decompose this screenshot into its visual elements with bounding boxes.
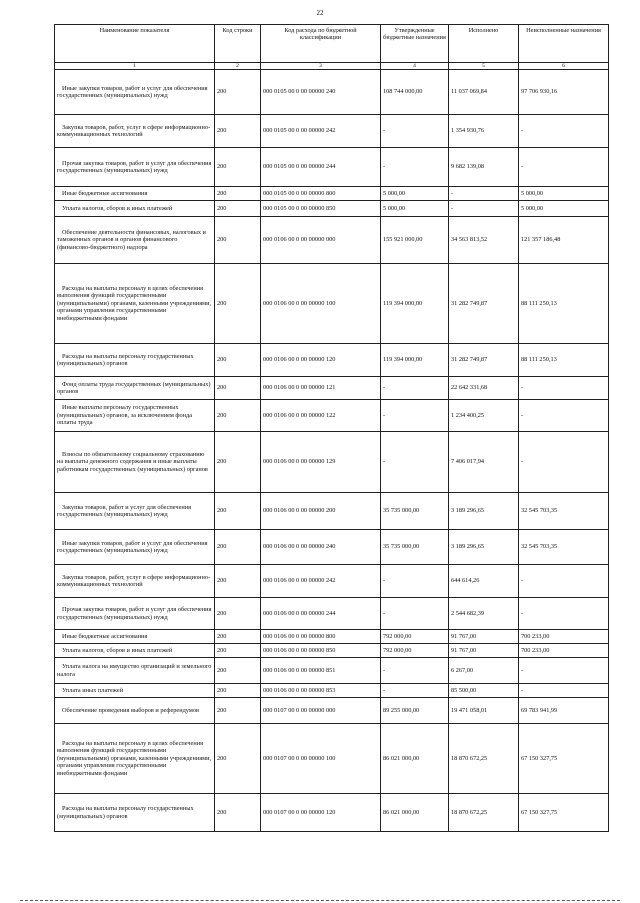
row-approved: 155 921 000,00: [381, 217, 449, 264]
row-line-code: 200: [215, 148, 261, 187]
row-unexecuted: 121 357 186,48: [519, 217, 609, 264]
table-row: [55, 684, 609, 698]
page-bottom-rule: [20, 900, 620, 901]
row-unexecuted: 88 111 250,13: [519, 264, 609, 344]
row-classification: 000 0105 00 0 00 00000 800: [261, 187, 381, 201]
row-line-code: 200: [215, 530, 261, 565]
table-row: [55, 565, 609, 598]
row-name: Прочая закупка товаров, работ и услуг для обеспечения государственных (муниципальных) нужд: [55, 598, 215, 630]
row-name: Закупка товаров, работ и услуг для обеспечения государственных (муниципальных) нужд: [55, 493, 215, 530]
header-line-code: Код строки: [215, 25, 261, 63]
row-approved: -: [381, 658, 449, 684]
row-line-code: 200: [215, 115, 261, 148]
row-line-code: 200: [215, 565, 261, 598]
row-name: Уплата налога на имущество организаций и земельного налога: [55, 658, 215, 684]
row-classification: 000 0105 00 0 00 00000 850: [261, 201, 381, 217]
row-name: Прочая закупка товаров, работ и услуг для обеспечения государственных (муниципальных) нужд: [55, 148, 215, 187]
row-approved: 119 394 000,00: [381, 264, 449, 344]
row-name: Иные бюджетные ассигнования: [55, 630, 215, 644]
row-unexecuted: 5 000,00: [519, 201, 609, 217]
row-unexecuted: 88 111 250,13: [519, 344, 609, 377]
table-row: [55, 264, 609, 344]
row-approved: 792 000,00: [381, 644, 449, 658]
row-unexecuted: -: [519, 377, 609, 400]
column-number-row: [55, 63, 609, 70]
row-name: Расходы на выплаты персоналу государственных (муниципальных) органов: [55, 794, 215, 832]
table-row: [55, 400, 609, 432]
row-classification: 000 0106 00 0 00 00000 851: [261, 658, 381, 684]
row-approved: -: [381, 598, 449, 630]
table-row: [55, 493, 609, 530]
row-executed: 6 267,00: [449, 658, 519, 684]
row-classification: 000 0107 00 0 00 00000 100: [261, 724, 381, 794]
table-row: [55, 344, 609, 377]
row-executed: 91 767,00: [449, 630, 519, 644]
row-executed: 2 544 682,39: [449, 598, 519, 630]
row-executed: -: [449, 201, 519, 217]
row-classification: 000 0106 00 0 00 00000 122: [261, 400, 381, 432]
row-executed: 34 563 813,52: [449, 217, 519, 264]
row-approved: 108 744 000,00: [381, 70, 449, 115]
row-unexecuted: -: [519, 115, 609, 148]
row-executed: 3 189 296,65: [449, 493, 519, 530]
row-classification: 000 0106 00 0 00 00000 800: [261, 630, 381, 644]
table-row: [55, 698, 609, 724]
row-name: Иные выплаты персоналу государственных (муниципальных) органов, за исключением фонда оплаты труда: [55, 400, 215, 432]
row-line-code: 200: [215, 698, 261, 724]
row-executed: 9 682 139,08: [449, 148, 519, 187]
row-executed: 22 642 331,68: [449, 377, 519, 400]
row-executed: 1 234 400,25: [449, 400, 519, 432]
table-body: [55, 70, 609, 832]
row-line-code: 200: [215, 598, 261, 630]
row-classification: 000 0106 00 0 00 00000 200: [261, 493, 381, 530]
row-executed: 644 614,26: [449, 565, 519, 598]
header-approved: Утвержденные бюджетные назначения: [381, 25, 449, 63]
row-name: Иные закупки товаров, работ и услуг для обеспечения государственных (муниципальных) нужд: [55, 70, 215, 115]
row-approved: -: [381, 684, 449, 698]
row-unexecuted: 67 150 327,75: [519, 724, 609, 794]
header-executed: Исполнено: [449, 25, 519, 63]
row-line-code: 200: [215, 217, 261, 264]
table-row: [55, 217, 609, 264]
header-indicator-name: Наименование показателя: [55, 25, 215, 63]
row-approved: 35 735 000,00: [381, 493, 449, 530]
table-row: [55, 598, 609, 630]
table-row: [55, 644, 609, 658]
row-approved: -: [381, 400, 449, 432]
row-approved: -: [381, 148, 449, 187]
row-unexecuted: 32 545 703,35: [519, 530, 609, 565]
header-row: [55, 25, 609, 63]
row-name: Взносы по обязательному социальному страхованию на выплаты денежного содержания и иные выплаты работникам государственных (муниципальных) органов: [55, 432, 215, 493]
row-classification: 000 0106 00 0 00 00000 240: [261, 530, 381, 565]
row-line-code: 200: [215, 70, 261, 115]
row-approved: 89 255 000,00: [381, 698, 449, 724]
row-line-code: 200: [215, 658, 261, 684]
column-number: 3: [261, 63, 381, 70]
row-line-code: 200: [215, 264, 261, 344]
row-name: Уплата иных платежей: [55, 684, 215, 698]
row-classification: 000 0106 00 0 00 00000 120: [261, 344, 381, 377]
row-executed: 85 500,00: [449, 684, 519, 698]
row-line-code: 200: [215, 644, 261, 658]
column-number: 6: [519, 63, 609, 70]
row-name: Расходы на выплаты персоналу в целях обеспечения выполнения функций государственными (муниципальными) органами, казенными учреждениями, органами управления государственными внебюджетными фондами: [55, 264, 215, 344]
table-row: [55, 148, 609, 187]
row-unexecuted: 700 233,00: [519, 644, 609, 658]
row-classification: 000 0106 00 0 00 00000 100: [261, 264, 381, 344]
row-executed: 1 354 930,76: [449, 115, 519, 148]
row-classification: 000 0106 00 0 00 00000 129: [261, 432, 381, 493]
row-executed: 31 282 749,87: [449, 264, 519, 344]
table-row: [55, 724, 609, 794]
row-name: Расходы на выплаты персоналу государственных (муниципальных) органов: [55, 344, 215, 377]
row-classification: 000 0106 00 0 00 00000 121: [261, 377, 381, 400]
row-line-code: 200: [215, 400, 261, 432]
row-classification: 000 0106 00 0 00 00000 242: [261, 565, 381, 598]
table-row: [55, 201, 609, 217]
table-row: [55, 70, 609, 115]
row-executed: 18 870 672,25: [449, 794, 519, 832]
row-executed: 19 471 058,01: [449, 698, 519, 724]
column-number: 4: [381, 63, 449, 70]
row-unexecuted: 69 783 941,99: [519, 698, 609, 724]
row-name: Расходы на выплаты персоналу в целях обеспечения выполнения функций государственными (муниципальными) органами, казенными учреждениями, органами управления государственными внебюджетными фондами: [55, 724, 215, 794]
row-approved: 5 000,00: [381, 201, 449, 217]
row-approved: 119 394 000,00: [381, 344, 449, 377]
row-line-code: 200: [215, 724, 261, 794]
row-unexecuted: -: [519, 598, 609, 630]
header-unexecuted: Неисполненные назначения: [519, 25, 609, 63]
row-unexecuted: 700 233,00: [519, 630, 609, 644]
row-approved: -: [381, 115, 449, 148]
row-unexecuted: -: [519, 658, 609, 684]
row-line-code: 200: [215, 684, 261, 698]
row-name: Иные бюджетные ассигнования: [55, 187, 215, 201]
row-executed: 7 406 017,94: [449, 432, 519, 493]
row-approved: 86 021 000,00: [381, 724, 449, 794]
row-approved: -: [381, 377, 449, 400]
row-unexecuted: -: [519, 684, 609, 698]
row-name: Фонд оплаты труда государственных (муниципальных) органов: [55, 377, 215, 400]
row-classification: 000 0106 00 0 00 00000 244: [261, 598, 381, 630]
row-executed: 91 767,00: [449, 644, 519, 658]
budget-execution-table: [54, 24, 609, 832]
row-line-code: 200: [215, 794, 261, 832]
column-number: 5: [449, 63, 519, 70]
row-classification: 000 0107 00 0 00 00000 120: [261, 794, 381, 832]
page-number: 22: [316, 9, 324, 17]
row-name: Уплата налогов, сборов и иных платежей: [55, 644, 215, 658]
row-line-code: 200: [215, 377, 261, 400]
column-number: 2: [215, 63, 261, 70]
table-row: [55, 115, 609, 148]
row-executed: 31 282 749,87: [449, 344, 519, 377]
row-line-code: 200: [215, 493, 261, 530]
row-unexecuted: -: [519, 400, 609, 432]
row-unexecuted: 97 706 930,16: [519, 70, 609, 115]
row-line-code: 200: [215, 201, 261, 217]
row-line-code: 200: [215, 630, 261, 644]
table-row: [55, 658, 609, 684]
row-unexecuted: -: [519, 432, 609, 493]
table-row: [55, 187, 609, 201]
row-approved: 35 735 000,00: [381, 530, 449, 565]
column-number: 1: [55, 63, 215, 70]
row-classification: 000 0106 00 0 00 00000 000: [261, 217, 381, 264]
row-unexecuted: 67 150 327,75: [519, 794, 609, 832]
row-name: Обеспечение проведения выборов и референдумов: [55, 698, 215, 724]
row-executed: -: [449, 187, 519, 201]
row-classification: 000 0105 00 0 00 00000 242: [261, 115, 381, 148]
row-classification: 000 0107 00 0 00 00000 000: [261, 698, 381, 724]
table-row: [55, 530, 609, 565]
header-classification: Код расхода по бюджетной классификации: [261, 25, 381, 63]
row-executed: 3 189 296,65: [449, 530, 519, 565]
table-row: [55, 630, 609, 644]
row-line-code: 200: [215, 187, 261, 201]
row-executed: 18 870 672,25: [449, 724, 519, 794]
row-classification: 000 0106 00 0 00 00000 850: [261, 644, 381, 658]
row-classification: 000 0106 00 0 00 00000 853: [261, 684, 381, 698]
table-row: [55, 377, 609, 400]
row-unexecuted: -: [519, 565, 609, 598]
row-approved: 86 021 000,00: [381, 794, 449, 832]
row-name: Закупка товаров, работ, услуг в сфере информационно-коммуникационных технологий: [55, 565, 215, 598]
row-unexecuted: -: [519, 148, 609, 187]
row-approved: 792 000,00: [381, 630, 449, 644]
row-unexecuted: 5 000,00: [519, 187, 609, 201]
row-line-code: 200: [215, 432, 261, 493]
row-name: Иные закупки товаров, работ и услуг для обеспечения государственных (муниципальных) нужд: [55, 530, 215, 565]
row-unexecuted: 32 545 703,35: [519, 493, 609, 530]
row-name: Закупка товаров, работ, услуг в сфере информационно-коммуникационных технологий: [55, 115, 215, 148]
row-approved: 5 000,00: [381, 187, 449, 201]
row-approved: -: [381, 565, 449, 598]
row-executed: 11 037 069,84: [449, 70, 519, 115]
row-name: Обеспечение деятельности финансовых, налоговых и таможенных органов и органов финансового (финансово-бюджетного) надзора: [55, 217, 215, 264]
row-approved: -: [381, 432, 449, 493]
row-name: Уплата налогов, сборов и иных платежей: [55, 201, 215, 217]
table-row: [55, 432, 609, 493]
row-classification: 000 0105 00 0 00 00000 240: [261, 70, 381, 115]
row-line-code: 200: [215, 344, 261, 377]
table-row: [55, 794, 609, 832]
row-classification: 000 0105 00 0 00 00000 244: [261, 148, 381, 187]
